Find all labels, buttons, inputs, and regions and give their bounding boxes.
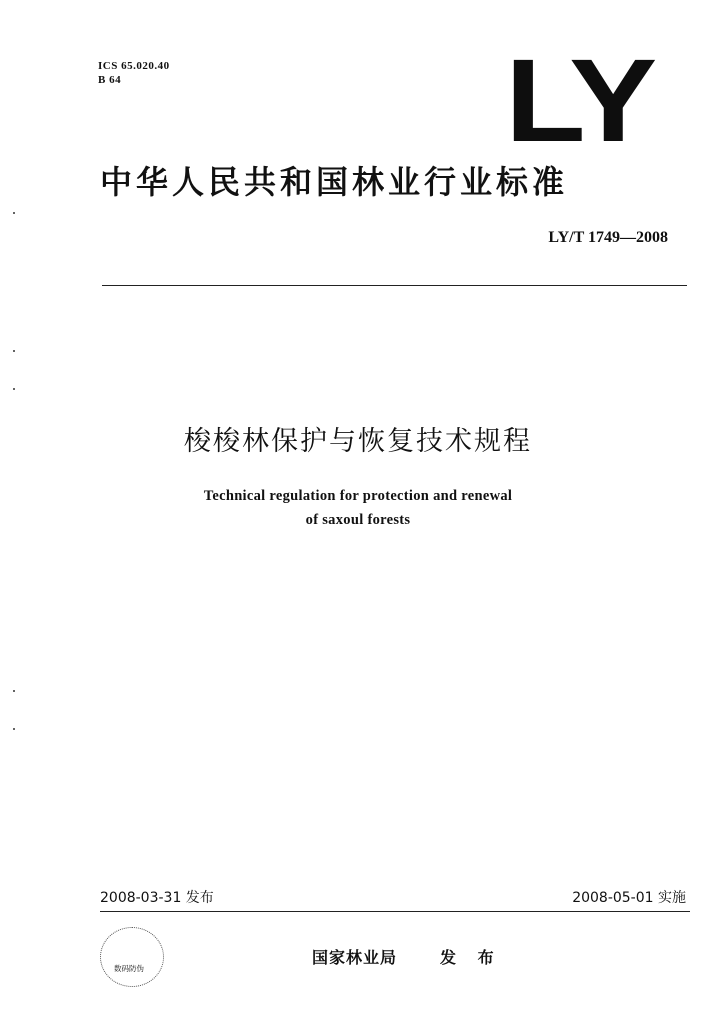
standard-number: LY/T 1749—2008 (548, 229, 668, 246)
margin-speck (13, 388, 15, 390)
issuing-authority: 国家林业局 (312, 948, 398, 967)
margin-speck (13, 350, 15, 352)
stamp-label: 数码防伪 (114, 964, 144, 973)
margin-speck (13, 690, 15, 692)
standard-type-heading: 中华人民共和国林业行业标准 (100, 163, 569, 201)
ly-logo: LY (505, 35, 653, 167)
english-title-line-1: Technical regulation for protection and renewal (203, 488, 513, 504)
issue-date: 2008-03-31 发布 (100, 890, 214, 906)
anti-counterfeit-stamp (100, 927, 164, 987)
issue-label: 发 布 (440, 948, 502, 967)
margin-speck (13, 728, 15, 730)
top-divider (102, 285, 687, 286)
margin-speck (13, 212, 15, 214)
english-title-line-2: of saxoul forests (305, 512, 411, 528)
ics-code: ICS 65.020.40 (98, 60, 170, 72)
bottom-divider (100, 911, 690, 912)
implementation-date: 2008-05-01 实施 (572, 890, 686, 906)
ccs-code: B 64 (98, 74, 122, 86)
chinese-title: 梭梭林保护与恢复技术规程 (184, 426, 532, 457)
